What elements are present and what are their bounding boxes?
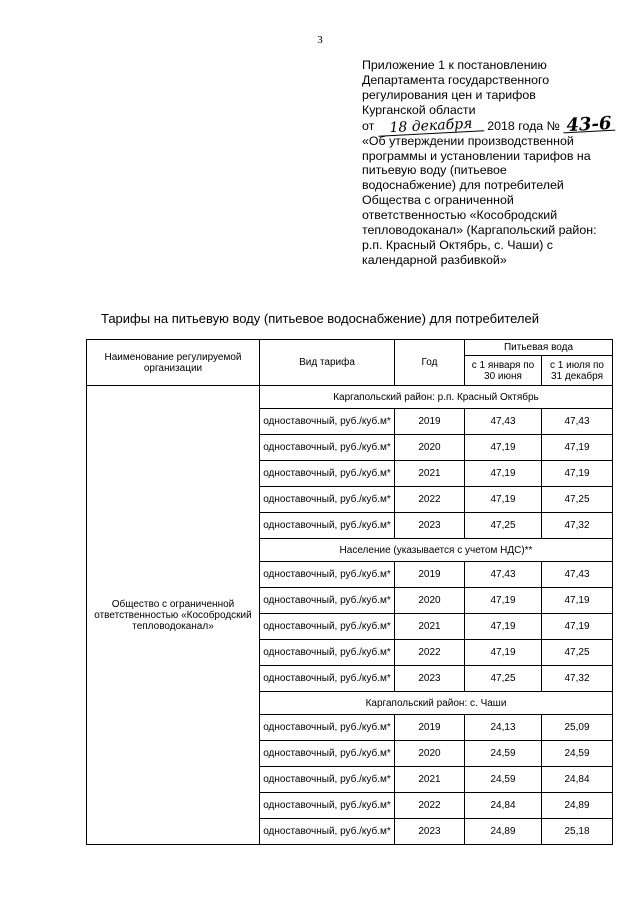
tariff-h1: 47,43 (465, 409, 542, 435)
subject-line: тепловодоканал» (Каргапольский район: (362, 223, 597, 238)
subject-line: «Об утверждении производственной (362, 133, 574, 148)
subject-line: водоснабжение) для потребителей (362, 178, 564, 193)
tariff-h1: 47,19 (465, 588, 542, 614)
subject-line: ответственностью «Кособродский (362, 208, 558, 223)
tariff-kind: одноставочный, руб./куб.м* (260, 793, 395, 819)
tariff-h2: 24,84 (542, 767, 613, 793)
tariff-kind: одноставочный, руб./куб.м* (260, 715, 395, 741)
subject-line: календарной разбивкой» (362, 252, 507, 267)
year-cell: 2019 (395, 562, 465, 588)
tariff-h2: 47,25 (542, 487, 613, 513)
tariff-kind: одноставочный, руб./куб.м* (260, 435, 395, 461)
year-cell: 2019 (395, 715, 465, 741)
tariff-h2: 25,09 (542, 715, 613, 741)
date-prefix: от (362, 118, 375, 133)
tariff-h2: 24,59 (542, 741, 613, 767)
year-cell: 2020 (395, 588, 465, 614)
subject-line: питьевую воду (питьевое (362, 163, 507, 178)
tariff-h1: 47,19 (465, 435, 542, 461)
header-year: Год (395, 340, 465, 386)
subject-line: р.п. Красный Октябрь, с. Чаши) с (362, 237, 554, 252)
header-period-1: с 1 января по 30 июня (465, 356, 542, 386)
tariff-h2: 47,32 (542, 513, 613, 539)
tariff-kind: одноставочный, руб./куб.м* (260, 409, 395, 435)
year-cell: 2022 (395, 487, 465, 513)
year-cell: 2020 (395, 741, 465, 767)
tariff-h2: 47,43 (542, 409, 613, 435)
header-line: регулирования цен и тарифов (362, 87, 536, 102)
tariff-kind: одноставочный, руб./куб.м* (260, 819, 395, 845)
tariff-kind: одноставочный, руб./куб.м* (260, 588, 395, 614)
page-number: 3 (317, 34, 323, 46)
subject-line: программы и установлении тарифов на (362, 148, 591, 163)
year-cell: 2023 (395, 819, 465, 845)
section-title: Каргапольский район: р.п. Красный Октябрь (260, 386, 613, 409)
section-row (87, 386, 613, 409)
handwritten-date: 18 декабря (377, 117, 484, 137)
tariff-h1: 47,19 (465, 640, 542, 666)
tariff-h1: 47,25 (465, 666, 542, 692)
header-line: Департамента государственного (362, 72, 550, 87)
tariff-kind: одноставочный, руб./куб.м* (260, 562, 395, 588)
table-title: Тарифы на питьевую воду (питьевое водоснабжение) для потребителей (100, 311, 540, 326)
tariff-h1: 24,59 (465, 741, 542, 767)
organization-name: Общество с ограниченной ответственностью «Кособродский тепловодоканал» (87, 386, 260, 845)
tariff-h1: 47,19 (465, 487, 542, 513)
header-org: Наименование регулируемой организации (87, 340, 260, 386)
tariff-h2: 25,18 (542, 819, 613, 845)
tariff-h2: 47,19 (542, 435, 613, 461)
tariff-kind: одноставочный, руб./куб.м* (260, 666, 395, 692)
tariff-h1: 47,19 (465, 461, 542, 487)
section-title: Каргапольский район: с. Чаши (260, 692, 613, 715)
tariff-h2: 47,19 (542, 614, 613, 640)
appendix-header (362, 58, 624, 268)
header-water: Питьевая вода (465, 340, 613, 356)
tariff-h1: 24,89 (465, 819, 542, 845)
header-line: Курганской области (362, 102, 476, 117)
year-cell: 2021 (395, 614, 465, 640)
date-year: 2018 года № (487, 118, 560, 133)
tariff-kind: одноставочный, руб./куб.м* (260, 614, 395, 640)
tariff-h1: 24,59 (465, 767, 542, 793)
header-period-2: с 1 июля по 31 декабря (542, 356, 613, 386)
tariff-kind: одноставочный, руб./куб.м* (260, 513, 395, 539)
year-cell: 2022 (395, 640, 465, 666)
tariff-h2: 47,43 (542, 562, 613, 588)
tariff-h2: 24,89 (542, 793, 613, 819)
tariff-table (86, 339, 613, 845)
tariff-kind: одноставочный, руб./куб.м* (260, 487, 395, 513)
section-title: Население (указывается с учетом НДС)** (260, 539, 613, 562)
year-cell: 2019 (395, 409, 465, 435)
tariff-h1: 47,43 (465, 562, 542, 588)
tariff-kind: одноставочный, руб./куб.м* (260, 640, 395, 666)
tariff-kind: одноставочный, руб./куб.м* (260, 741, 395, 767)
year-cell: 2023 (395, 666, 465, 692)
tariff-h2: 47,19 (542, 588, 613, 614)
tariff-h2: 47,32 (542, 666, 613, 692)
year-cell: 2021 (395, 767, 465, 793)
tariff-h2: 47,25 (542, 640, 613, 666)
header-date-line (362, 112, 624, 136)
year-cell: 2022 (395, 793, 465, 819)
year-cell: 2021 (395, 461, 465, 487)
header-kind: Вид тарифа (260, 340, 395, 386)
tariff-h1: 24,84 (465, 793, 542, 819)
tariff-h1: 47,25 (465, 513, 542, 539)
tariff-kind: одноставочный, руб./куб.м* (260, 767, 395, 793)
header-line: Приложение 1 к постановлению (362, 58, 547, 72)
handwritten-number: 43-6 (563, 116, 616, 133)
tariff-h2: 47,19 (542, 461, 613, 487)
tariff-h1: 24,13 (465, 715, 542, 741)
subject-line: Общества с ограниченной (362, 193, 514, 208)
tariff-h1: 47,19 (465, 614, 542, 640)
year-cell: 2023 (395, 513, 465, 539)
year-cell: 2020 (395, 435, 465, 461)
tariff-kind: одноставочный, руб./куб.м* (260, 461, 395, 487)
